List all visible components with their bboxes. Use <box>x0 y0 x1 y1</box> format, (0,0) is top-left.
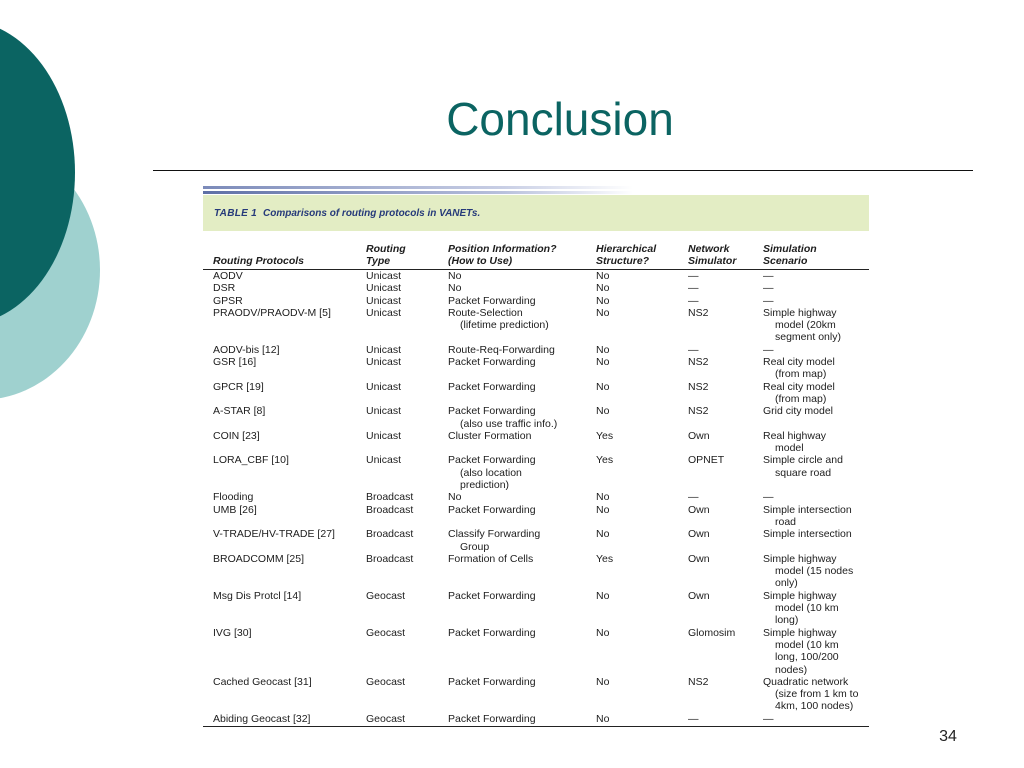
table-row <box>203 528 869 553</box>
cell-protocol: GSR [16] <box>213 356 257 369</box>
cell-scenario: Real city model (from map) <box>763 380 835 405</box>
cell-scenario: Simple highway model (10 km long, 100/200 nodes) <box>763 626 839 676</box>
cell-simulator: — <box>688 294 699 307</box>
cell-simulator: NS2 <box>688 380 709 393</box>
cell-scenario: Real highway model <box>763 429 827 455</box>
cell-protocol: LORA_CBF [10] <box>213 454 289 467</box>
cell-routing-type: Geocast <box>366 589 406 602</box>
cell-scenario: Simple highway model (15 nodes only) <box>763 552 854 590</box>
cell-hierarchical: No <box>596 405 610 418</box>
table-row <box>203 491 869 503</box>
table-row <box>203 307 869 344</box>
cell-routing-type: Unicast <box>366 343 402 356</box>
cell-position-info: Packet Forwarding <box>448 503 536 516</box>
cell-scenario: Grid city model <box>763 405 834 418</box>
table-row <box>203 405 869 430</box>
cell-position-info: Packet Forwarding <box>448 294 536 307</box>
cell-scenario: — <box>763 294 774 307</box>
cell-protocol: BROADCOMM [25] <box>213 552 305 565</box>
cell-position-info: Packet Forwarding <box>448 380 536 393</box>
cell-routing-type: Broadcast <box>366 528 414 541</box>
header-hierarchical-structure: Hierarchical Structure? <box>596 231 688 270</box>
cell-routing-type: Unicast <box>366 405 402 418</box>
cell-scenario: — <box>763 270 774 282</box>
table-row <box>203 627 869 676</box>
header-simulation-scenario: Simulation Scenario <box>763 231 869 270</box>
cell-simulator: — <box>688 713 763 727</box>
cell-simulator: Own <box>688 589 710 602</box>
cell-scenario: — <box>763 343 774 356</box>
cell-simulator: OPNET <box>688 454 725 467</box>
cell-hierarchical: No <box>596 713 688 727</box>
table-caption-text: Comparisons of routing protocols in VANETs. <box>263 207 481 219</box>
cell-simulator: NS2 <box>688 306 709 319</box>
page-number: 34 <box>939 728 957 745</box>
cell-routing-type: Broadcast <box>366 552 414 565</box>
cell-protocol: PRAODV/PRAODV-M [5] <box>213 306 331 319</box>
header-routing-type: Routing Type <box>366 231 448 270</box>
table-header-bars <box>203 186 869 195</box>
cell-hierarchical: No <box>596 380 610 393</box>
cell-position-info: No <box>448 491 462 504</box>
cell-protocol: IVG [30] <box>213 626 252 639</box>
cell-hierarchical: No <box>596 306 610 319</box>
cell-protocol: AODV <box>213 270 243 282</box>
cell-scenario: Simple highway model (20km segment only) <box>763 306 841 344</box>
cell-simulator: Own <box>688 552 710 565</box>
header-network-simulator: Network Simulator <box>688 231 763 270</box>
cell-hierarchical: No <box>596 343 610 356</box>
cell-routing-type: Unicast <box>366 294 402 307</box>
cell-position-info: Route-Selection (lifetime prediction) <box>448 306 549 332</box>
cell-protocol: A-STAR [8] <box>213 405 266 418</box>
cell-scenario: — <box>763 713 869 727</box>
cell-routing-type: Unicast <box>366 270 402 282</box>
comparison-table-figure <box>203 186 869 727</box>
cell-scenario: Quadratic network (size from 1 km to 4km, 100 nodes) <box>763 675 859 713</box>
cell-hierarchical: Yes <box>596 552 614 565</box>
cell-protocol: COIN [23] <box>213 429 260 442</box>
cell-simulator: Own <box>688 429 710 442</box>
cell-protocol: Cached Geocast [31] <box>213 675 312 688</box>
cell-position-info: No <box>448 270 462 282</box>
cell-position-info: Packet Forwarding (also use traffic info.) <box>448 405 558 430</box>
table-row <box>203 454 869 491</box>
cell-simulator: NS2 <box>688 356 709 369</box>
cell-routing-type: Unicast <box>366 454 402 467</box>
header-routing-protocols: Routing Protocols <box>203 231 366 270</box>
cell-routing-type: Unicast <box>366 429 402 442</box>
cell-position-info: No <box>448 282 462 295</box>
cell-simulator: — <box>688 491 699 504</box>
cell-simulator: — <box>688 270 699 282</box>
cell-hierarchical: No <box>596 589 610 602</box>
header-position-information: Position Information? (How to Use) <box>448 231 596 270</box>
table-row <box>203 553 869 590</box>
title-divider <box>153 170 973 171</box>
cell-protocol: V-TRADE/HV-TRADE [27] <box>213 528 335 541</box>
routing-protocols-table <box>203 231 869 727</box>
cell-position-info: Packet Forwarding (also location prediction) <box>448 454 536 492</box>
cell-routing-type: Broadcast <box>366 491 414 504</box>
cell-scenario: Simple intersection <box>763 528 852 541</box>
cell-protocol: DSR <box>213 282 236 295</box>
cell-simulator: Own <box>688 528 710 541</box>
cell-routing-type: Unicast <box>366 306 402 319</box>
cell-scenario: Simple intersection road <box>763 503 852 528</box>
table-row <box>203 590 869 627</box>
table-row <box>203 381 869 406</box>
table-body <box>203 270 869 727</box>
cell-position-info: Packet Forwarding <box>448 713 596 727</box>
cell-protocol: Abiding Geocast [32] <box>203 713 366 727</box>
cell-hierarchical: No <box>596 491 610 504</box>
cell-hierarchical: No <box>596 675 610 688</box>
cell-position-info: Cluster Formation <box>448 429 532 442</box>
cell-protocol: GPSR <box>213 294 243 307</box>
table-row <box>203 676 869 713</box>
table-row <box>203 356 869 381</box>
cell-routing-type: Unicast <box>366 380 402 393</box>
table-caption <box>203 195 869 231</box>
cell-protocol: Msg Dis Protcl [14] <box>213 589 302 602</box>
cell-scenario: Real city model (from map) <box>763 356 835 381</box>
cell-simulator: — <box>688 343 699 356</box>
cell-simulator: NS2 <box>688 675 709 688</box>
table-caption-label: TABLE 1 <box>214 207 258 219</box>
table-row <box>203 282 869 294</box>
table-row <box>203 504 869 529</box>
cell-hierarchical: No <box>596 528 610 541</box>
table-row <box>203 713 869 727</box>
cell-scenario: Simple highway model (10 km long) <box>763 589 839 627</box>
cell-position-info: Packet Forwarding <box>448 626 536 639</box>
cell-protocol: Flooding <box>213 491 254 504</box>
cell-routing-type: Geocast <box>366 713 448 727</box>
cell-scenario: — <box>763 282 774 295</box>
cell-hierarchical: No <box>596 503 610 516</box>
cell-protocol: UMB [26] <box>213 503 257 516</box>
cell-routing-type: Geocast <box>366 626 406 639</box>
cell-simulator: — <box>688 282 699 295</box>
cell-routing-type: Unicast <box>366 356 402 369</box>
table-row <box>203 295 869 307</box>
cell-position-info: Packet Forwarding <box>448 675 536 688</box>
cell-hierarchical: No <box>596 356 610 369</box>
table-row <box>203 270 869 283</box>
cell-simulator: Glomosim <box>688 626 736 639</box>
cell-position-info: Route-Req-Forwarding <box>448 343 555 356</box>
table-header-row <box>203 231 869 270</box>
cell-hierarchical: No <box>596 294 610 307</box>
slide-title: Conclusion <box>446 93 674 145</box>
cell-position-info: Packet Forwarding <box>448 589 536 602</box>
cell-hierarchical: Yes <box>596 454 614 467</box>
cell-scenario: Simple circle and square road <box>763 454 843 479</box>
cell-hierarchical: No <box>596 626 610 639</box>
cell-hierarchical: Yes <box>596 429 614 442</box>
cell-position-info: Packet Forwarding <box>448 356 536 369</box>
table-row <box>203 430 869 455</box>
cell-routing-type: Geocast <box>366 675 406 688</box>
cell-hierarchical: No <box>596 282 610 295</box>
cell-scenario: — <box>763 491 774 504</box>
cell-position-info: Classify Forwarding Group <box>448 528 541 553</box>
cell-protocol: GPCR [19] <box>213 380 264 393</box>
cell-simulator: Own <box>688 503 710 516</box>
cell-protocol: AODV-bis [12] <box>213 343 280 356</box>
cell-position-info: Formation of Cells <box>448 552 534 565</box>
table-row <box>203 344 869 356</box>
cell-routing-type: Unicast <box>366 282 402 295</box>
cell-simulator: NS2 <box>688 405 709 418</box>
cell-hierarchical: No <box>596 270 610 282</box>
cell-routing-type: Broadcast <box>366 503 414 516</box>
